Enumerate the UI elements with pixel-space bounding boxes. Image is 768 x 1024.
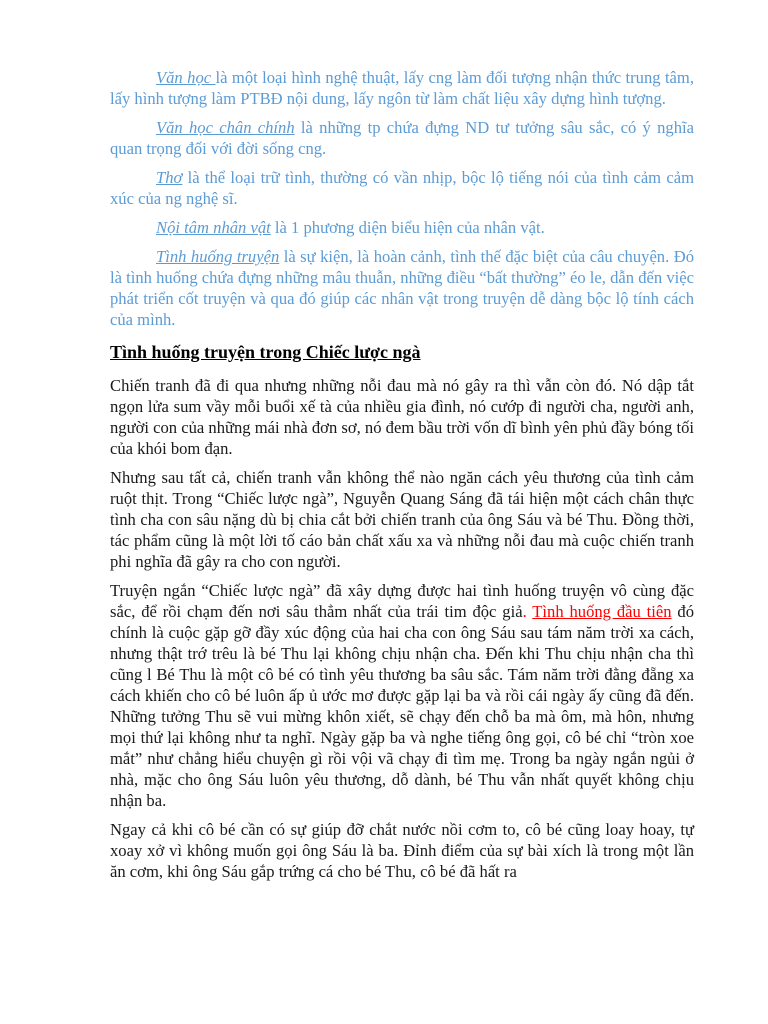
definition-paragraph: [110, 217, 694, 238]
definition-term: Văn học chân chính: [156, 118, 295, 137]
definition-term: Tình huống truyện: [156, 247, 280, 266]
body-text: Truyện ngắn “Chiếc lược ngà” đã xây dựng được hai tình huống truyện vô cùng đặc sắc, để rồi chạm đến nơi sâu thẳm nhất của trái tim độc giả: [110, 581, 694, 621]
section-heading: Tình huống truyện trong Chiếc lược ngà: [110, 342, 421, 362]
definition-text: là sự kiện, là hoàn cảnh, tình thế đặc biệt của câu chuyện. Đó là tình huống chứa đựng những mâu thuẫn, những điều “bất thường” éo le, dẫn đến việc phát triển cốt truyện và qua đó giúp các nhân vật trong truyện dễ dàng bộc lộ tính cách của mình.: [110, 247, 695, 329]
body-text-dot: .: [522, 602, 533, 621]
highlighted-phrase: Tình huống đầu tiên: [532, 602, 672, 621]
definition-term: Nội tâm nhân vật: [156, 218, 271, 237]
definition-paragraph: [110, 117, 694, 159]
definition-text: là thể loại trữ tình, thường có vần nhịp, bộc lộ tiếng nói của tình cảm cảm xúc của ng nghệ sĩ.: [110, 168, 694, 208]
body-paragraph: Nhưng sau tất cả, chiến tranh vẫn không thể nào ngăn cách yêu thương của tình cảm ruột thịt. Trong “Chiếc lược ngà”, Nguyễn Quang Sáng đã tái hiện một cách chân thực tình cha con sâu nặng dù bị chia cắt bởi chiến tranh của ông Sáu và bé Thu. Đồng thời, tác phẩm cũng là một lời tố cáo bản chất xấu xa và những nỗi đau mà cuộc chiến tranh phi nghĩa đã gây ra cho con người.: [110, 468, 694, 571]
definition-text: là một loại hình nghệ thuật, lấy cng làm đối tượng nhận thức trung tâm, lấy hình tượng làm PTBĐ nội dung, lấy ngôn từ làm chất liệu xây dựng hình tượng.: [110, 68, 694, 108]
body-text: đó chính là cuộc gặp gỡ đầy xúc động của hai cha con ông Sáu sau tám năm trời xa cách, nhưng thật trớ trêu là bé Thu lại không chịu nhận cha. Đến khi Thu chịu nhận cha thì cũng l Bé Thu là một cô bé có tình yêu thương ba sâu sắc. Tám năm trời đằng đẵng xa cách khiến cho cô bé luôn ấp ủ ước mơ được gặp lại ba và rồi cái ngày ấy cũng đã đến. Những tưởng Thu sẽ vui mừng khôn xiết, sẽ chạy đến chỗ ba mà ôm, mà hôn, nhưng mọi thứ lại không như ta nghĩ. Ngày gặp ba và nghe tiếng ông gọi, cô bé chỉ “tròn xoe mắt” như chẳng hiểu chuyện gì rồi vội vã chạy đi tìm mẹ. Trong ba ngày ngắn ngủi ở nhà, mặc cho ông Sáu luôn yêu thương, dỗ dành, bé Thu vẫn nhất quyết không chịu nhận ba.: [110, 602, 694, 810]
definition-term: Văn học: [156, 68, 216, 87]
definition-text: là 1 phương diện biểu hiện của nhân vật.: [270, 218, 545, 237]
definition-paragraph: [110, 167, 694, 209]
definition-term: Thơ: [156, 168, 183, 187]
body-paragraph: Ngay cả khi cô bé cần có sự giúp đỡ chắt nước nồi cơm to, cô bé cũng loay hoay, tự xoay xở vì không muốn gọi ông Sáu là ba. Đỉnh điểm của sự bài xích là trong một lần ăn cơm, khi ông Sáu gắp trứng cá cho bé Thu, cô bé đã hất ra: [110, 820, 694, 881]
definition-text: là những tp chứa đựng ND tư tưởng sâu sắc, có ý nghĩa quan trọng đối với đời sống cng.: [110, 118, 694, 158]
body-paragraph: Chiến tranh đã đi qua nhưng những nỗi đau mà nó gây ra thì vẫn còn đó. Nó dập tắt ngọn lửa sum vầy mỗi buổi xế tà của nhiều gia đình, nó cướp đi người cha, người anh, người con của những mái nhà đơn sơ, nó đem bầu trời vốn dĩ bình yên phủ đầy bóng tối của khói bom đạn.: [110, 376, 695, 458]
body-paragraph: [110, 580, 694, 811]
definition-paragraph: [110, 246, 694, 330]
definition-paragraph: [110, 67, 694, 109]
